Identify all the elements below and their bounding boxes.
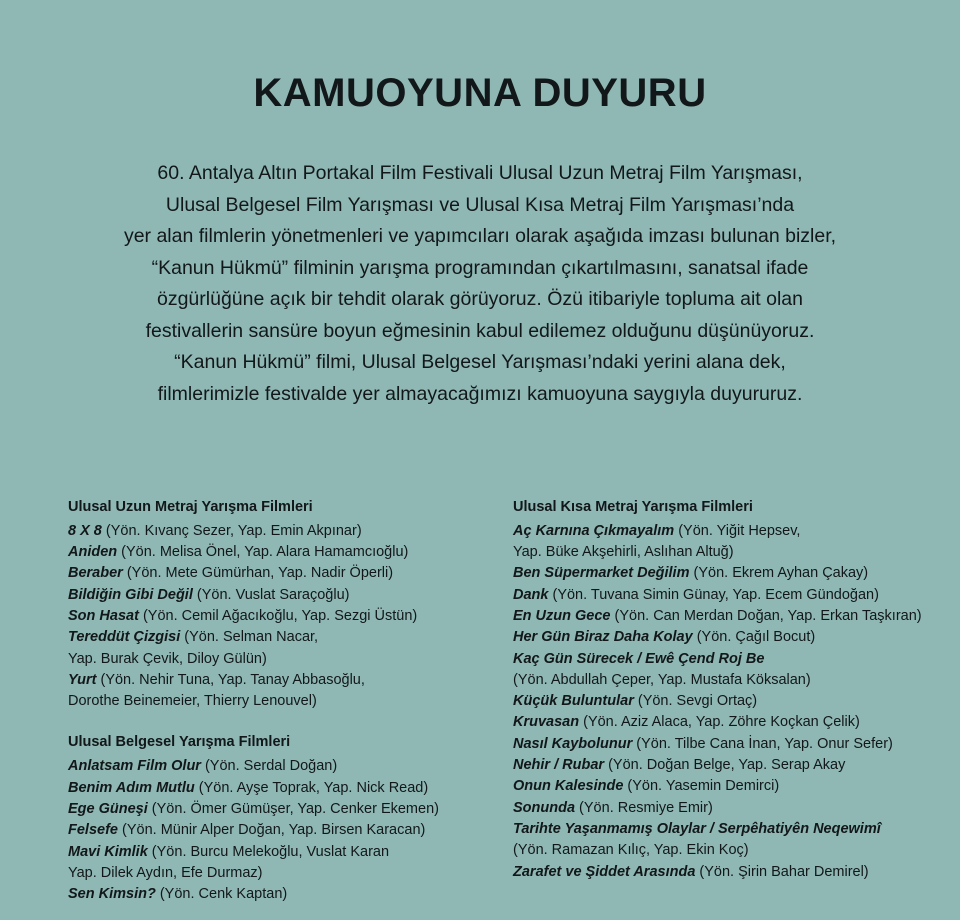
list-item	[68, 521, 455, 542]
film-title: Aniden	[68, 543, 118, 560]
list-item-continuation: (Yön. Ramazan Kılıç, Yap. Ekin Koç)	[513, 842, 749, 859]
film-credit: (Yön. Ayşe Toprak, Yap. Nick Read)	[194, 779, 429, 796]
statement-body	[110, 114, 850, 411]
film-title: Kaç Gün Sürecek / Ewê Çend Roj Be	[513, 650, 765, 667]
list-item	[68, 542, 455, 563]
film-title: Tarihte Yaşanmamış Olaylar / Serpêhatiyên Neqewimî	[513, 821, 881, 838]
film-title: Felsefe	[68, 822, 118, 839]
list-item	[513, 649, 960, 670]
list-item	[68, 778, 455, 799]
film-credit: (Yön. Can Merdan Doğan, Yap. Erkan Taşkıran)	[610, 607, 922, 624]
section-title-kisa-metraj: Ulusal Kısa Metraj Yarışma Filmleri	[513, 498, 753, 515]
film-credit: (Yön. Ömer Gümüşer, Yap. Cenker Ekemen)	[147, 801, 439, 818]
list-item	[68, 585, 455, 606]
signatory-columns	[0, 411, 960, 906]
statement-line: filmlerimizle festivalde yer almayacağımızı kamuoyuna saygıyla duyururuz.	[157, 383, 803, 406]
film-title: Aç Karnına Çıkmayalım	[513, 522, 675, 539]
list-item	[513, 627, 960, 648]
film-credit: (Yön. Vuslat Saraçoğlu)	[192, 586, 350, 603]
film-title: Zarafet ve Şiddet Arasında	[513, 863, 696, 880]
statement-line: özgürlüğüne açık bir tehdit olarak görüyoruz. Özü itibariyle topluma ait olan	[156, 288, 803, 311]
section-title-belgesel: Ulusal Belgesel Yarışma Filmleri	[68, 734, 291, 751]
statement-line: “Kanun Hükmü” filmi, Ulusal Belgesel Yarışması’ndaki yerini alana dek,	[174, 351, 786, 374]
film-credit: (Yön. Cemil Ağacıkoğlu, Yap. Sezgi Üstün)	[138, 607, 418, 624]
film-credit: (Yön. Ekrem Ayhan Çakay)	[689, 565, 869, 582]
film-title: Kruvasan	[513, 714, 580, 731]
statement-line: 60. Antalya Altın Portakal Film Festivali Ulusal Uzun Metraj Film Yarışması,	[157, 162, 803, 184]
list-item	[513, 862, 960, 883]
film-title: Beraber	[68, 565, 123, 582]
film-title: Yurt	[68, 671, 97, 688]
film-title: Sonunda	[513, 799, 576, 816]
film-credit: (Yön. Münir Alper Doğan, Yap. Birsen Karacan)	[117, 822, 426, 839]
film-title: 8 X 8	[68, 522, 102, 539]
film-credit: (Yön. Doğan Belge, Yap. Serap Akay	[604, 757, 846, 774]
list-item	[513, 521, 960, 542]
list-item	[513, 712, 960, 733]
film-title: Anlatsam Film Olur	[68, 758, 201, 775]
statement-line: Ulusal Belgesel Film Yarışması ve Ulusal Kısa Metraj Film Yarışması’nda	[165, 193, 795, 216]
film-credit: (Yön. Mete Gümürhan, Yap. Nadir Öperli)	[122, 565, 394, 582]
film-credit: (Yön. Sevgi Ortaç)	[633, 693, 758, 710]
list-item	[513, 691, 960, 712]
list-item	[513, 819, 960, 840]
list-item	[513, 798, 960, 819]
film-credit: (Yön. Melisa Önel, Yap. Alara Hamamcıoğlu)	[117, 543, 409, 560]
list-item	[68, 606, 455, 627]
list-item-continuation: Dorothe Beinemeier, Thierry Lenouvel)	[68, 693, 317, 710]
film-title: Bildiğin Gibi Değil	[68, 586, 193, 603]
page-title: KAMUOYUNA DUYURU	[253, 71, 707, 115]
film-title: Son Hasat	[68, 607, 139, 624]
film-credit: (Yön. Cenk Kaptan)	[155, 886, 288, 903]
list-item	[513, 585, 960, 606]
film-credit: (Yön. Tilbe Cana İnan, Yap. Onur Sefer)	[632, 735, 893, 752]
film-credit: (Yön. Nehir Tuna, Yap. Tanay Abbasoğlu,	[96, 671, 365, 688]
film-list-belgesel	[68, 756, 455, 905]
film-credit: (Yön. Yasemin Demirci)	[623, 778, 780, 795]
list-item	[68, 670, 455, 691]
film-credit: (Yön. Serdal Doğan)	[200, 758, 338, 775]
list-item-continuation: Yap. Büke Akşehirli, Aslıhan Altuğ)	[513, 543, 734, 560]
film-list-uzun-metraj	[68, 521, 455, 713]
column-left	[0, 497, 455, 906]
column-right	[455, 497, 960, 906]
film-title: Ben Süpermarket Değilim	[513, 565, 690, 582]
film-credit: (Yön. Yiğit Hepsev,	[674, 522, 801, 539]
list-item-continuation: (Yön. Abdullah Çeper, Yap. Mustafa Köksalan)	[513, 671, 811, 688]
statement-line: yer alan filmlerin yönetmenleri ve yapımcıları olarak aşağıda imzası bulunan bizler,	[123, 225, 837, 248]
film-title: Ege Güneşi	[68, 801, 148, 818]
statement-line: “Kanun Hükmü” filminin yarışma programından çıkartılmasını, sanatsal ifade	[151, 256, 809, 279]
film-title: Küçük Buluntular	[513, 693, 634, 710]
film-title: Benim Adım Mutlu	[68, 779, 195, 796]
list-item	[68, 799, 455, 820]
film-title: Nasıl Kaybolunur	[513, 735, 633, 752]
film-credit: (Yön. Burcu Melekoğlu, Vuslat Karan	[147, 843, 390, 860]
film-title: Dank	[513, 586, 549, 603]
list-item-continuation: Yap. Dilek Aydın, Efe Durmaz)	[68, 865, 263, 882]
film-credit: (Yön. Tuvana Simin Günay, Yap. Ecem Gündoğan)	[548, 586, 879, 603]
section-title-uzun-metraj: Ulusal Uzun Metraj Yarışma Filmleri	[68, 498, 313, 515]
film-credit: (Yön. Selman Nacar,	[180, 629, 319, 646]
list-item	[513, 563, 960, 584]
film-credit: (Yön. Çağıl Bocut)	[692, 629, 816, 646]
film-title: En Uzun Gece	[513, 607, 611, 624]
list-item	[68, 563, 455, 584]
list-item	[68, 756, 455, 777]
list-item	[68, 842, 455, 863]
film-credit: (Yön. Şirin Bahar Demirel)	[695, 863, 869, 880]
film-credit: (Yön. Kıvanç Sezer, Yap. Emin Akpınar)	[101, 522, 362, 539]
film-list-kisa-metraj	[513, 521, 960, 883]
statement-line: festivallerin sansüre boyun eğmesinin kabul edilemez olduğunu düşünüyoruz.	[145, 319, 815, 342]
film-title: Her Gün Biraz Daha Kolay	[513, 629, 693, 646]
film-title: Tereddüt Çizgisi	[68, 629, 181, 646]
list-item	[513, 734, 960, 755]
film-title: Mavi Kimlik	[68, 843, 148, 860]
film-title: Nehir / Rubar	[513, 757, 605, 774]
film-title: Sen Kimsin?	[68, 886, 156, 903]
list-item	[68, 627, 455, 648]
list-item	[513, 606, 960, 627]
list-item	[68, 884, 455, 905]
list-item	[513, 776, 960, 797]
film-title: Onun Kalesinde	[513, 778, 624, 795]
film-credit: (Yön. Aziz Alaca, Yap. Zöhre Koçkan Çelik)	[579, 714, 860, 731]
list-item	[68, 820, 455, 841]
list-item-continuation: Yap. Burak Çevik, Diloy Gülün)	[68, 650, 267, 667]
list-item	[513, 755, 960, 776]
film-credit: (Yön. Resmiye Emir)	[575, 799, 713, 816]
